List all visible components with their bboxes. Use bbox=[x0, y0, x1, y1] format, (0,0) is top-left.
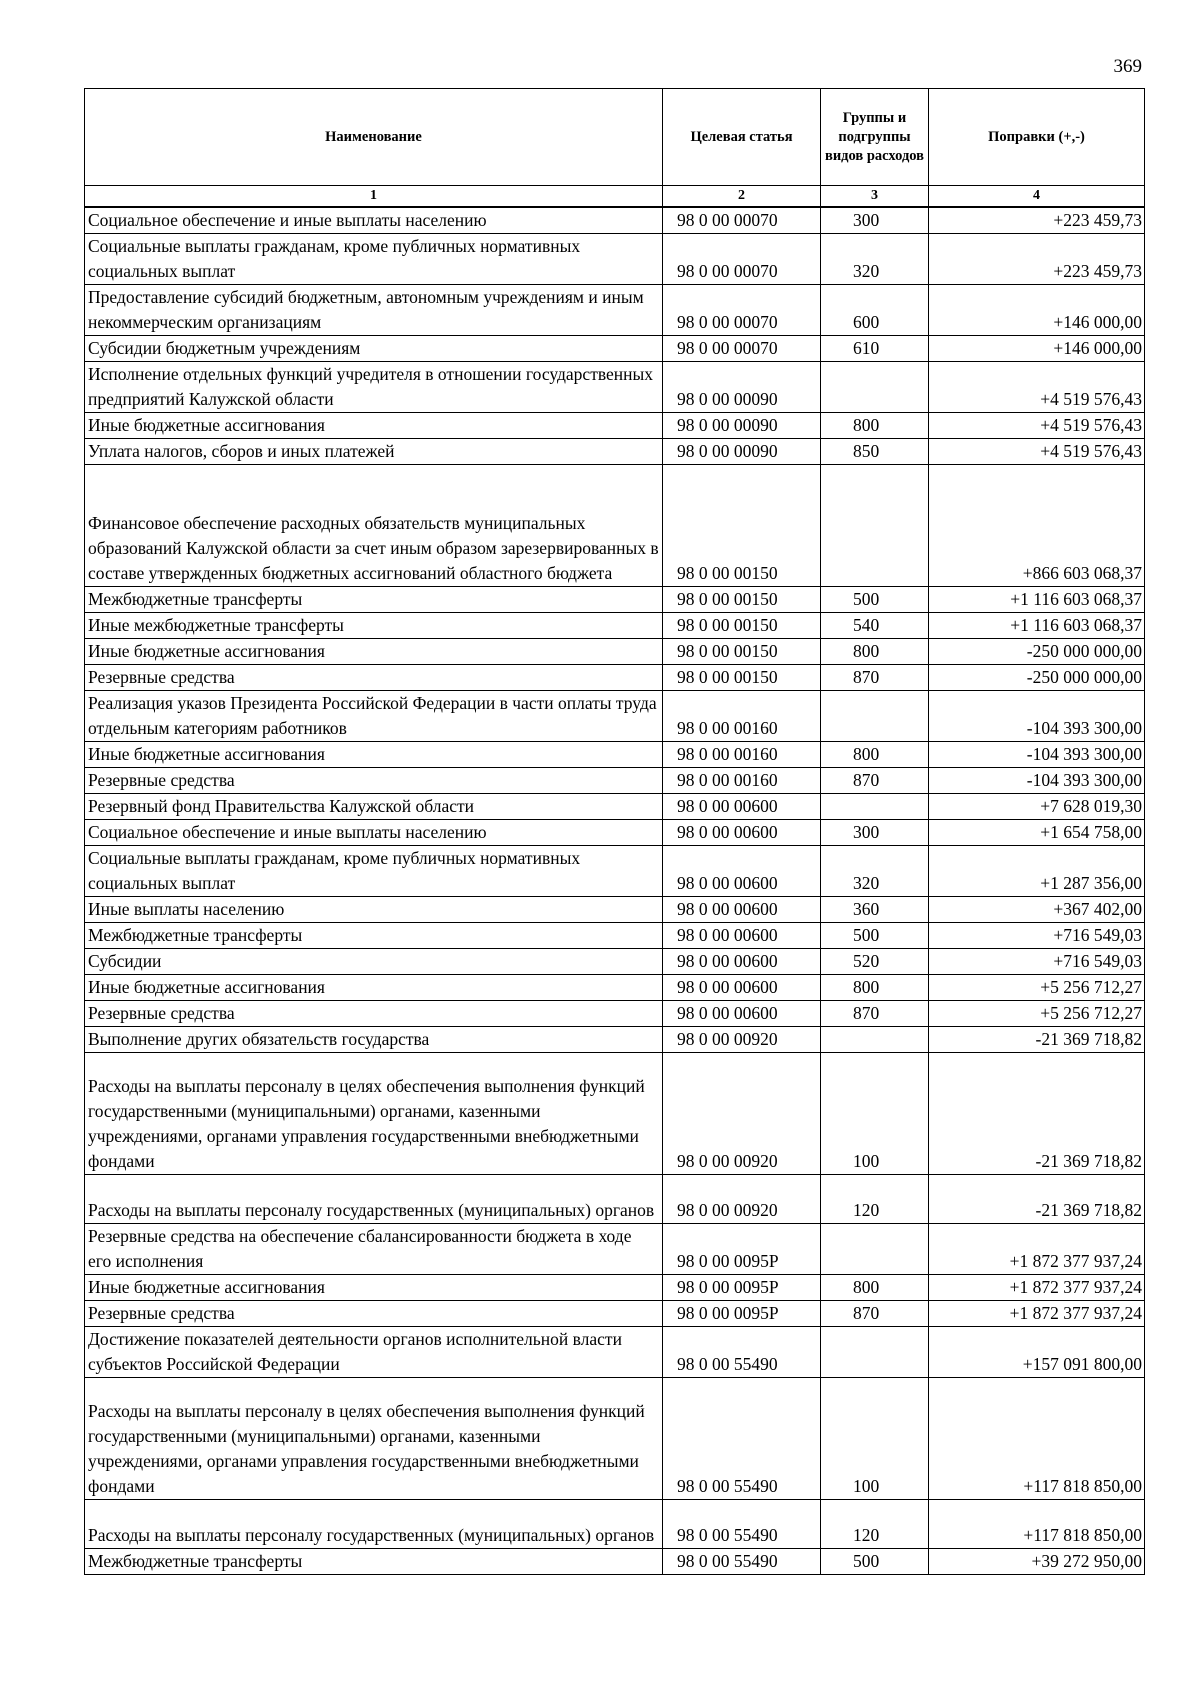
row-correction-cell: +4 519 576,43 bbox=[929, 413, 1145, 439]
row-expense-group-cell: 850 bbox=[821, 439, 929, 465]
row-name-cell: Достижение показателей деятельности органов исполнительной власти субъектов Российской Федерации bbox=[85, 1326, 663, 1377]
row-correction-cell: +117 818 850,00 bbox=[929, 1499, 1145, 1548]
row-target-article-cell: 98 0 00 00160 bbox=[663, 768, 821, 794]
row-target-article-cell: 98 0 00 55490 bbox=[663, 1326, 821, 1377]
row-correction-cell: +157 091 800,00 bbox=[929, 1326, 1145, 1377]
row-correction-cell: +146 000,00 bbox=[929, 336, 1145, 362]
table-row bbox=[85, 1326, 1145, 1377]
row-expense-group-cell: 120 bbox=[821, 1175, 929, 1224]
table-row bbox=[85, 1499, 1145, 1548]
row-expense-group-cell: 870 bbox=[821, 768, 929, 794]
row-name-cell: Социальные выплаты гражданам, кроме публичных нормативных социальных выплат bbox=[85, 234, 663, 285]
row-correction-cell: +146 000,00 bbox=[929, 285, 1145, 336]
row-name-cell: Межбюджетные трансферты bbox=[85, 923, 663, 949]
row-expense-group-cell: 360 bbox=[821, 897, 929, 923]
table-body bbox=[85, 207, 1145, 1574]
row-correction-cell: +716 549,03 bbox=[929, 923, 1145, 949]
row-correction-cell: +4 519 576,43 bbox=[929, 362, 1145, 413]
row-name-cell: Иные бюджетные ассигнования bbox=[85, 975, 663, 1001]
row-expense-group-cell: 610 bbox=[821, 336, 929, 362]
row-correction-cell: +866 603 068,37 bbox=[929, 465, 1145, 587]
table-row bbox=[85, 465, 1145, 587]
row-expense-group-cell: 600 bbox=[821, 285, 929, 336]
row-name-cell: Иные выплаты населению bbox=[85, 897, 663, 923]
table-row bbox=[85, 1377, 1145, 1499]
table-row bbox=[85, 613, 1145, 639]
row-target-article-cell: 98 0 00 00070 bbox=[663, 207, 821, 234]
table-row bbox=[85, 639, 1145, 665]
row-name-cell: Социальное обеспечение и иные выплаты населению bbox=[85, 207, 663, 234]
table-row bbox=[85, 691, 1145, 742]
row-target-article-cell: 98 0 00 0095P bbox=[663, 1300, 821, 1326]
row-name-cell: Исполнение отдельных функций учредителя в отношении государственных предприятий Калужской области bbox=[85, 362, 663, 413]
row-target-article-cell: 98 0 00 00920 bbox=[663, 1053, 821, 1175]
row-target-article-cell: 98 0 00 00070 bbox=[663, 336, 821, 362]
row-correction-cell: -104 393 300,00 bbox=[929, 691, 1145, 742]
row-target-article-cell: 98 0 00 00150 bbox=[663, 465, 821, 587]
row-correction-cell: -250 000 000,00 bbox=[929, 639, 1145, 665]
table-row bbox=[85, 665, 1145, 691]
row-name-cell: Реализация указов Президента Российской Федерации в части оплаты труда отдельным категориям работников bbox=[85, 691, 663, 742]
header-expense-groups: Группы и подгруппы видов расходов bbox=[821, 89, 929, 186]
row-correction-cell: +4 519 576,43 bbox=[929, 439, 1145, 465]
table-header bbox=[85, 89, 1145, 208]
header-target-article: Целевая статья bbox=[663, 89, 821, 186]
row-name-cell: Межбюджетные трансферты bbox=[85, 1548, 663, 1574]
row-target-article-cell: 98 0 00 00160 bbox=[663, 742, 821, 768]
row-expense-group-cell: 520 bbox=[821, 949, 929, 975]
row-correction-cell: +1 872 377 937,24 bbox=[929, 1223, 1145, 1274]
budget-table-container bbox=[84, 88, 1144, 1575]
table-row bbox=[85, 923, 1145, 949]
column-number-2: 2 bbox=[663, 186, 821, 208]
table-row bbox=[85, 1548, 1145, 1574]
row-name-cell: Резервные средства bbox=[85, 1001, 663, 1027]
row-target-article-cell: 98 0 00 55490 bbox=[663, 1499, 821, 1548]
row-name-cell: Расходы на выплаты персоналу государственных (муниципальных) органов bbox=[85, 1175, 663, 1224]
row-expense-group-cell bbox=[821, 1027, 929, 1053]
row-target-article-cell: 98 0 00 55490 bbox=[663, 1377, 821, 1499]
table-row bbox=[85, 1175, 1145, 1224]
row-target-article-cell: 98 0 00 00150 bbox=[663, 587, 821, 613]
row-correction-cell: -250 000 000,00 bbox=[929, 665, 1145, 691]
row-name-cell: Межбюджетные трансферты bbox=[85, 587, 663, 613]
row-name-cell: Резервные средства bbox=[85, 768, 663, 794]
table-row bbox=[85, 1300, 1145, 1326]
row-expense-group-cell bbox=[821, 794, 929, 820]
row-name-cell: Выполнение других обязательств государства bbox=[85, 1027, 663, 1053]
table-row bbox=[85, 975, 1145, 1001]
row-correction-cell: +39 272 950,00 bbox=[929, 1548, 1145, 1574]
row-target-article-cell: 98 0 00 00600 bbox=[663, 897, 821, 923]
row-expense-group-cell bbox=[821, 691, 929, 742]
row-correction-cell: -104 393 300,00 bbox=[929, 742, 1145, 768]
row-target-article-cell: 98 0 00 00600 bbox=[663, 820, 821, 846]
table-row bbox=[85, 362, 1145, 413]
row-expense-group-cell bbox=[821, 465, 929, 587]
row-expense-group-cell: 300 bbox=[821, 207, 929, 234]
table-row bbox=[85, 439, 1145, 465]
column-number-3: 3 bbox=[821, 186, 929, 208]
row-target-article-cell: 98 0 00 00600 bbox=[663, 923, 821, 949]
row-name-cell: Иные бюджетные ассигнования bbox=[85, 413, 663, 439]
row-name-cell: Социальное обеспечение и иные выплаты населению bbox=[85, 820, 663, 846]
row-correction-cell: +5 256 712,27 bbox=[929, 1001, 1145, 1027]
row-target-article-cell: 98 0 00 0095P bbox=[663, 1223, 821, 1274]
row-expense-group-cell: 800 bbox=[821, 975, 929, 1001]
table-row bbox=[85, 742, 1145, 768]
row-name-cell: Субсидии bbox=[85, 949, 663, 975]
row-expense-group-cell: 100 bbox=[821, 1377, 929, 1499]
row-correction-cell: +367 402,00 bbox=[929, 897, 1145, 923]
row-expense-group-cell: 800 bbox=[821, 742, 929, 768]
row-target-article-cell: 98 0 00 00920 bbox=[663, 1175, 821, 1224]
row-name-cell: Иные межбюджетные трансферты bbox=[85, 613, 663, 639]
row-expense-group-cell: 500 bbox=[821, 923, 929, 949]
row-name-cell: Резервный фонд Правительства Калужской области bbox=[85, 794, 663, 820]
row-target-article-cell: 98 0 00 00070 bbox=[663, 285, 821, 336]
row-target-article-cell: 98 0 00 00600 bbox=[663, 846, 821, 897]
row-expense-group-cell: 870 bbox=[821, 1300, 929, 1326]
table-row bbox=[85, 285, 1145, 336]
row-correction-cell: +7 628 019,30 bbox=[929, 794, 1145, 820]
table-row bbox=[85, 794, 1145, 820]
table-row bbox=[85, 1027, 1145, 1053]
row-target-article-cell: 98 0 00 00150 bbox=[663, 613, 821, 639]
row-correction-cell: +223 459,73 bbox=[929, 234, 1145, 285]
row-correction-cell: +5 256 712,27 bbox=[929, 975, 1145, 1001]
table-row bbox=[85, 413, 1145, 439]
row-name-cell: Финансовое обеспечение расходных обязательств муниципальных образований Калужской области за счет иным образом зарезервированных в составе утвержденных бюджетных ассигнований областного бюджета bbox=[85, 465, 663, 587]
row-correction-cell: +1 116 603 068,37 bbox=[929, 587, 1145, 613]
table-row bbox=[85, 234, 1145, 285]
row-correction-cell: -104 393 300,00 bbox=[929, 768, 1145, 794]
row-expense-group-cell: 300 bbox=[821, 820, 929, 846]
row-name-cell: Иные бюджетные ассигнования bbox=[85, 639, 663, 665]
row-expense-group-cell: 100 bbox=[821, 1053, 929, 1175]
row-expense-group-cell: 320 bbox=[821, 846, 929, 897]
row-target-article-cell: 98 0 00 00160 bbox=[663, 691, 821, 742]
row-target-article-cell: 98 0 00 00090 bbox=[663, 413, 821, 439]
row-expense-group-cell: 800 bbox=[821, 413, 929, 439]
row-name-cell: Расходы на выплаты персоналу в целях обеспечения выполнения функций государственными (муниципальными) органами, казенными учреждениями, органами управления государственными внебюджетными фондами bbox=[85, 1053, 663, 1175]
row-expense-group-cell: 120 bbox=[821, 1499, 929, 1548]
table-row bbox=[85, 587, 1145, 613]
row-name-cell: Резервные средства bbox=[85, 665, 663, 691]
table-row bbox=[85, 207, 1145, 234]
row-correction-cell: +1 872 377 937,24 bbox=[929, 1300, 1145, 1326]
row-correction-cell: -21 369 718,82 bbox=[929, 1053, 1145, 1175]
row-target-article-cell: 98 0 00 00150 bbox=[663, 665, 821, 691]
budget-table bbox=[84, 88, 1145, 1575]
row-target-article-cell: 98 0 00 55490 bbox=[663, 1548, 821, 1574]
row-target-article-cell: 98 0 00 0095P bbox=[663, 1274, 821, 1300]
row-name-cell: Предоставление субсидий бюджетным, автономным учреждениям и иным некоммерческим организациям bbox=[85, 285, 663, 336]
table-row bbox=[85, 846, 1145, 897]
row-name-cell: Социальные выплаты гражданам, кроме публичных нормативных социальных выплат bbox=[85, 846, 663, 897]
row-name-cell: Расходы на выплаты персоналу в целях обеспечения выполнения функций государственными (муниципальными) органами, казенными учреждениями, органами управления государственными внебюджетными фондами bbox=[85, 1377, 663, 1499]
row-name-cell: Расходы на выплаты персоналу государственных (муниципальных) органов bbox=[85, 1499, 663, 1548]
row-correction-cell: +716 549,03 bbox=[929, 949, 1145, 975]
row-target-article-cell: 98 0 00 00600 bbox=[663, 794, 821, 820]
row-expense-group-cell bbox=[821, 1326, 929, 1377]
row-expense-group-cell bbox=[821, 1223, 929, 1274]
row-target-article-cell: 98 0 00 00600 bbox=[663, 949, 821, 975]
row-correction-cell: +1 287 356,00 bbox=[929, 846, 1145, 897]
row-expense-group-cell: 800 bbox=[821, 1274, 929, 1300]
row-name-cell: Резервные средства bbox=[85, 1300, 663, 1326]
row-target-article-cell: 98 0 00 00070 bbox=[663, 234, 821, 285]
row-correction-cell: -21 369 718,82 bbox=[929, 1027, 1145, 1053]
row-target-article-cell: 98 0 00 00090 bbox=[663, 439, 821, 465]
row-correction-cell: +1 116 603 068,37 bbox=[929, 613, 1145, 639]
row-name-cell: Резервные средства на обеспечение сбалансированности бюджета в ходе его исполнения bbox=[85, 1223, 663, 1274]
table-row bbox=[85, 1223, 1145, 1274]
row-correction-cell: +223 459,73 bbox=[929, 207, 1145, 234]
table-row bbox=[85, 1001, 1145, 1027]
column-number-4: 4 bbox=[929, 186, 1145, 208]
row-target-article-cell: 98 0 00 00600 bbox=[663, 1001, 821, 1027]
row-expense-group-cell: 540 bbox=[821, 613, 929, 639]
row-correction-cell: -21 369 718,82 bbox=[929, 1175, 1145, 1224]
page-number: 369 bbox=[1113, 56, 1142, 77]
row-name-cell: Иные бюджетные ассигнования bbox=[85, 742, 663, 768]
column-number-1: 1 bbox=[85, 186, 663, 208]
table-row bbox=[85, 1274, 1145, 1300]
row-correction-cell: +1 872 377 937,24 bbox=[929, 1274, 1145, 1300]
table-row bbox=[85, 1053, 1145, 1175]
table-row bbox=[85, 336, 1145, 362]
row-target-article-cell: 98 0 00 00150 bbox=[663, 639, 821, 665]
row-expense-group-cell: 320 bbox=[821, 234, 929, 285]
header-name: Наименование bbox=[85, 89, 663, 186]
row-target-article-cell: 98 0 00 00600 bbox=[663, 975, 821, 1001]
row-name-cell: Иные бюджетные ассигнования bbox=[85, 1274, 663, 1300]
row-expense-group-cell: 500 bbox=[821, 1548, 929, 1574]
row-correction-cell: +1 654 758,00 bbox=[929, 820, 1145, 846]
table-row bbox=[85, 949, 1145, 975]
row-correction-cell: +117 818 850,00 bbox=[929, 1377, 1145, 1499]
row-expense-group-cell: 870 bbox=[821, 665, 929, 691]
row-target-article-cell: 98 0 00 00090 bbox=[663, 362, 821, 413]
table-row bbox=[85, 897, 1145, 923]
row-name-cell: Субсидии бюджетным учреждениям bbox=[85, 336, 663, 362]
table-row bbox=[85, 768, 1145, 794]
table-row bbox=[85, 820, 1145, 846]
row-expense-group-cell bbox=[821, 362, 929, 413]
row-expense-group-cell: 870 bbox=[821, 1001, 929, 1027]
row-name-cell: Уплата налогов, сборов и иных платежей bbox=[85, 439, 663, 465]
row-expense-group-cell: 500 bbox=[821, 587, 929, 613]
row-target-article-cell: 98 0 00 00920 bbox=[663, 1027, 821, 1053]
row-expense-group-cell: 800 bbox=[821, 639, 929, 665]
header-corrections: Поправки (+,-) bbox=[929, 89, 1145, 186]
